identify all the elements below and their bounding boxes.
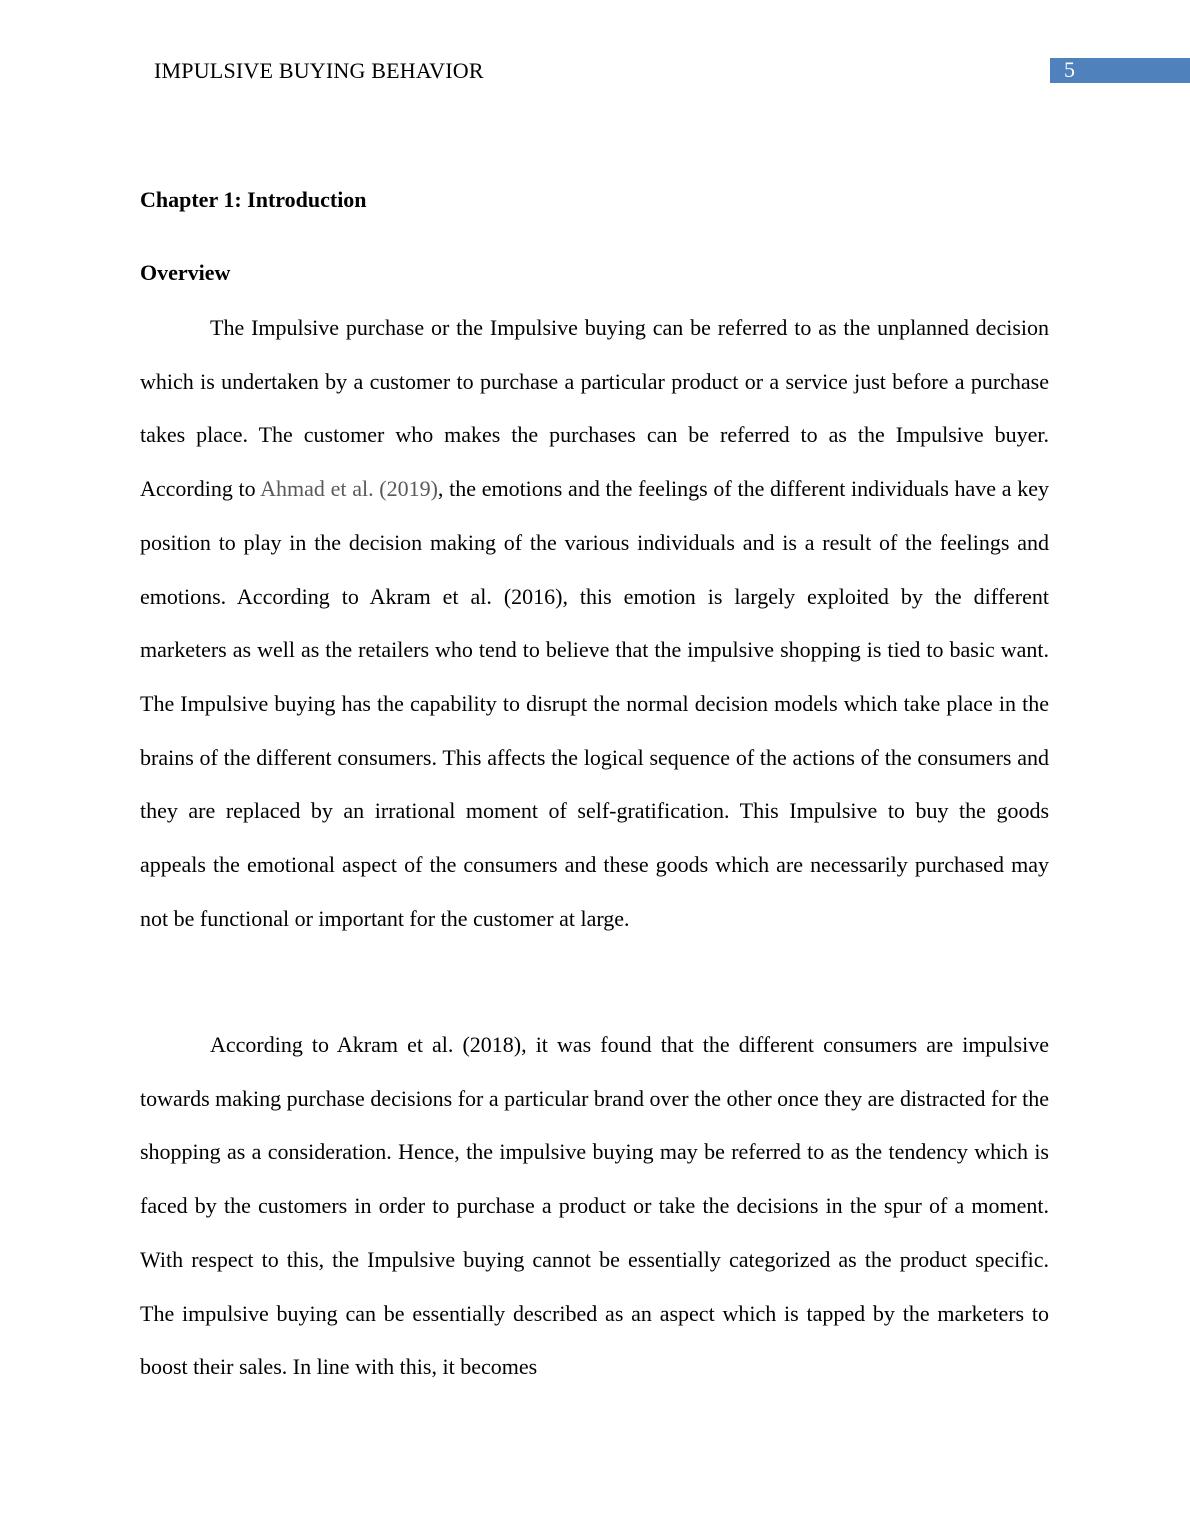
page-number-box — [1050, 58, 1190, 83]
paragraph-1-text-end: , the emotions and the feelings of the different individuals have a key position to play in the decision making of the various individuals and is a result of the feelings and emotions. According to Akram et al. (2016), this emotion is largely exploited by the different marketers as well as the retailers who tend to believe that the impulsive shopping is tied to basic want. The Impulsive buying has the capability to disrupt the normal decision models which take place in the brains of the different consumers. This affects the logical sequence of the actions of the consumers and they are replaced by an irrational moment of self-gratification. This Impulsive to buy the goods appeals the emotional aspect of the consumers and these goods which are necessarily purchased may not be functional or important for the customer at large. — [140, 476, 1049, 931]
chapter-title: Chapter 1: Introduction — [140, 187, 367, 212]
body-paragraph-1 — [140, 301, 1049, 945]
body-paragraph-2: According to Akram et al. (2018), it was found that the different consumers are impulsive towards making purchase decisions for a particular brand over the other once they are distracted for the shopping as a consideration. Hence, the impulsive buying may be referred to as the tendency which is faced by the customers in order to purchase a product or take the decisions in the spur of a moment. With respect to this, the Impulsive buying cannot be essentially categorized as the product specific. The impulsive buying can be essentially described as an aspect which is tapped by the marketers to boost their sales. In line with this, it becomes — [140, 1032, 1049, 1380]
citation-ahmad-2019: Ahmad et al. (2019) — [260, 476, 438, 502]
page-number: 5 — [1064, 57, 1075, 82]
section-title: Overview — [140, 260, 231, 285]
running-head: IMPULSIVE BUYING BEHAVIOR — [154, 58, 484, 83]
paragraph-1-text-start: The Impulsive purchase or the Impulsive buying can be referred to as the unplanned decision which is undertaken by a customer to purchase a particular product or a service just before a purchase takes place. The customer who makes the purchases can be referred to as the Impulsive buyer. According to — [140, 315, 1049, 502]
